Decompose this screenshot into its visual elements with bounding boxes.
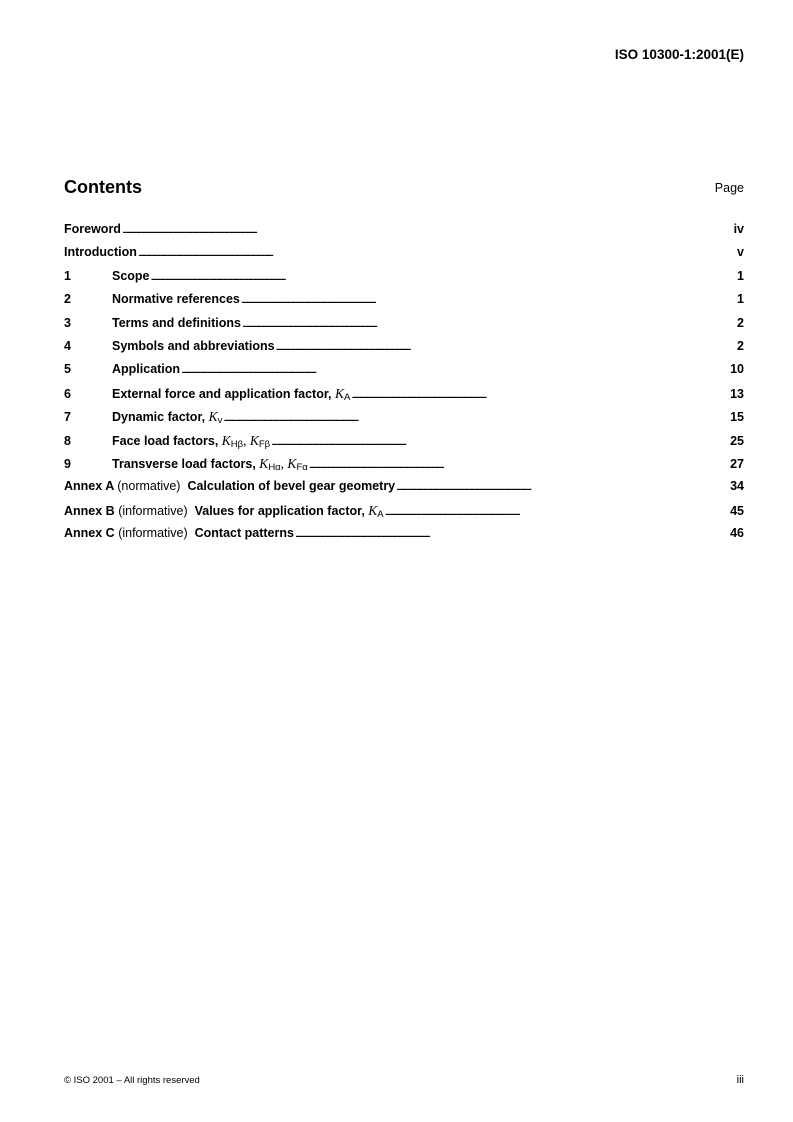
annex-type: (normative): [117, 479, 181, 494]
toc-entry-page: 27: [730, 456, 744, 471]
toc-entry-title-group: [112, 452, 308, 475]
toc-entry-page: 13: [730, 386, 744, 401]
toc-entry-page: 2: [737, 338, 744, 353]
toc-entry-title: Scope: [112, 268, 150, 283]
factor-symbol: $K_{H\alpha}$, $K_{F\alpha}$: [259, 455, 308, 473]
toc-entry-page: 15: [730, 410, 744, 425]
dot-leader: [384, 500, 730, 522]
toc-entry-title-group: [64, 522, 294, 545]
toc-entry-title: Face load factors,: [112, 433, 222, 448]
toc-entry-title: Terms and definitions: [112, 315, 241, 330]
dot-leader: [150, 265, 738, 288]
document-id: ISO 10300-1:2001(E): [614, 47, 744, 62]
toc-entry-scope[interactable]: [64, 265, 744, 288]
toc-entry-page: 25: [730, 433, 744, 448]
toc-entry-page: 1: [737, 292, 744, 307]
factor-symbol: $K_A$: [368, 502, 384, 520]
dot-leader: [222, 406, 730, 428]
factor-symbol: $K_{H\beta}$, $K_{F\beta}$: [221, 432, 271, 450]
toc-entry-page: 46: [730, 526, 744, 541]
toc-entry-page: 1: [737, 268, 744, 283]
toc-entry-title: Symbols and abbreviations: [112, 338, 275, 353]
toc-entry-annex-c[interactable]: [64, 522, 744, 545]
page-column-label: Page: [714, 181, 744, 195]
dot-leader: [180, 358, 730, 381]
toc-entry-symbols-and-abbreviations[interactable]: [64, 335, 744, 358]
toc-entry-page: 2: [737, 315, 744, 330]
toc-entry-page: v: [737, 245, 744, 260]
toc-entry-number: 6: [64, 386, 71, 401]
table-of-contents: [64, 218, 744, 545]
toc-entry-title: Contact patterns: [194, 526, 294, 541]
annex-type: (informative): [118, 503, 188, 518]
dot-leader: [270, 430, 730, 452]
toc-entry-number: 3: [64, 315, 71, 330]
dot-leader: [241, 312, 737, 335]
toc-entry-number: 8: [64, 433, 71, 448]
dot-leader: [137, 241, 737, 264]
toc-entry-page: 45: [730, 503, 744, 518]
contents-heading: Contents: [64, 177, 142, 197]
toc-entry-number: 2: [64, 292, 71, 307]
annex-label: Annex A: [64, 479, 114, 494]
toc-entry-number: 7: [64, 410, 71, 425]
toc-entry-title: Foreword: [64, 222, 121, 236]
toc-entry-title: Transverse load factors,: [112, 456, 260, 471]
toc-entry-title-group: [112, 405, 222, 428]
dot-leader: [294, 522, 730, 545]
toc-entry-title-group: [64, 499, 384, 522]
dot-leader: [395, 475, 730, 498]
toc-entry-normative-references[interactable]: [64, 288, 744, 311]
factor-symbol: $K_v$: [208, 409, 223, 427]
toc-entry-title: Application: [112, 362, 181, 377]
toc-entry-annex-b[interactable]: [64, 499, 744, 522]
toc-entry-page: iv: [733, 222, 744, 236]
dot-leader: [275, 335, 738, 358]
dot-leader: [121, 218, 734, 241]
toc-entry-external-force[interactable]: [64, 382, 744, 405]
toc-entry-transverse-load-factors[interactable]: [64, 452, 744, 475]
toc-entry-application[interactable]: [64, 358, 744, 381]
annex-type: (informative): [118, 526, 188, 541]
toc-entry-title: Values for application factor,: [194, 503, 369, 518]
toc-entry-face-load-factors[interactable]: [64, 429, 744, 452]
toc-entry-title-group: [64, 475, 395, 498]
toc-entry-introduction[interactable]: [64, 241, 744, 264]
toc-entry-number: 5: [64, 362, 71, 377]
toc-entry-title: Normative references: [112, 292, 240, 307]
toc-entry-page: 10: [730, 362, 744, 377]
annex-label: Annex B: [64, 503, 115, 518]
toc-entry-title: Dynamic factor,: [112, 410, 209, 425]
dot-leader: [240, 288, 737, 311]
dot-leader: [350, 383, 730, 405]
toc-entry-title-group: [112, 382, 350, 405]
toc-entry-title-group: [112, 429, 270, 452]
toc-entry-terms-and-definitions[interactable]: [64, 312, 744, 335]
page-number: iii: [736, 1074, 744, 1086]
toc-entry-page: 34: [730, 479, 744, 494]
toc-entry-number: 1: [64, 268, 71, 283]
toc-entry-number: 9: [64, 456, 71, 471]
toc-entry-title: Introduction: [64, 245, 137, 260]
toc-entry-foreword[interactable]: [64, 218, 744, 241]
toc-entry-title: Calculation of bevel gear geometry: [187, 479, 396, 494]
dot-leader: [308, 453, 730, 475]
toc-entry-dynamic-factor[interactable]: [64, 405, 744, 428]
factor-symbol: $K_A$: [334, 385, 351, 403]
annex-label: Annex C: [64, 526, 115, 541]
toc-entry-title: External force and application factor,: [112, 386, 335, 401]
copyright-notice: © ISO 2001 – All rights reserved: [64, 1075, 200, 1086]
toc-entry-annex-a[interactable]: [64, 475, 744, 498]
toc-entry-number: 4: [64, 338, 71, 353]
